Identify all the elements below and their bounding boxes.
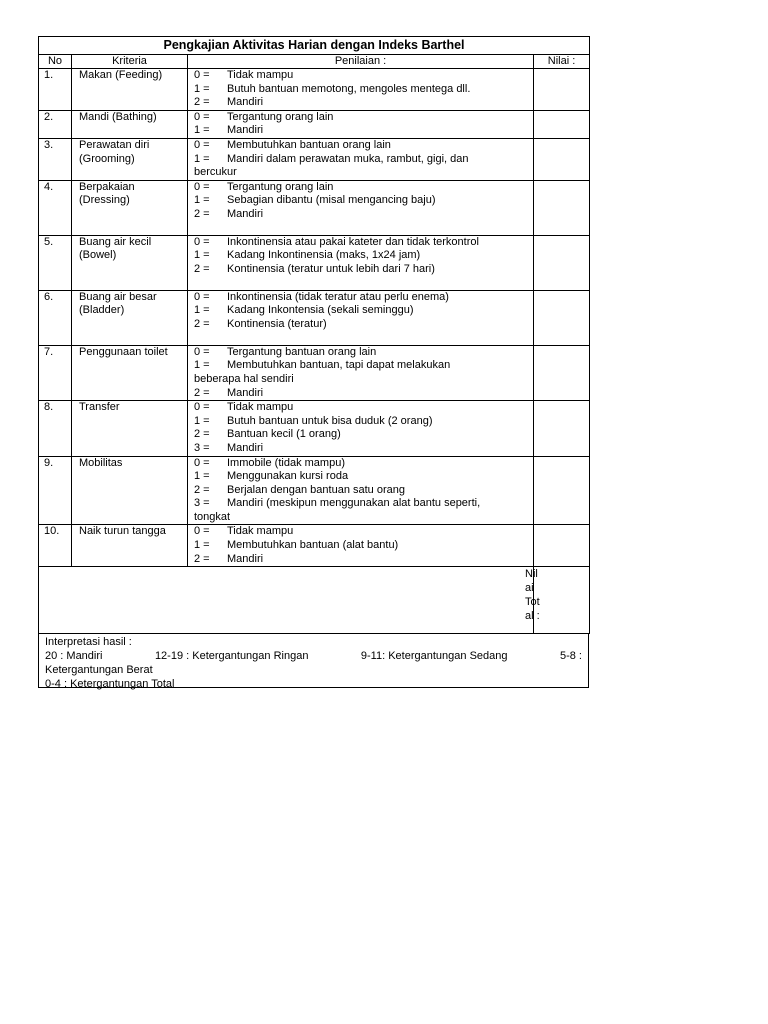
row-score-input[interactable] xyxy=(534,180,590,235)
score-option xyxy=(194,208,533,222)
score-description: Tergantung orang lain xyxy=(227,180,334,193)
score-description: Mandiri xyxy=(227,96,264,109)
score-value: 2 = xyxy=(194,428,210,441)
interp-item: 5-8 : xyxy=(559,650,582,663)
score-description: Membutuhkan bantuan (alat bantu) xyxy=(227,539,399,552)
form-title: Pengkajian Aktivitas Harian dengan Indeks Barthel xyxy=(39,37,590,55)
barthel-table xyxy=(38,36,590,634)
total-value-cell[interactable] xyxy=(525,567,590,634)
score-option xyxy=(194,318,533,332)
row-score-input[interactable] xyxy=(534,110,590,138)
score-option xyxy=(194,69,533,83)
score-value: 2 = xyxy=(194,96,210,109)
score-value: 0 = xyxy=(194,110,210,123)
criteria-row xyxy=(39,180,590,235)
criteria-row xyxy=(39,456,590,525)
row-criteria: Makan (Feeding) xyxy=(72,69,188,111)
score-value: 2 = xyxy=(194,262,210,275)
score-description: Kadang Inkontensia (sekali seminggu) xyxy=(227,304,414,317)
score-description: Tidak mampu xyxy=(227,401,294,414)
score-value: 2 = xyxy=(194,552,210,565)
score-option xyxy=(194,181,533,195)
row-number: 3. xyxy=(39,138,72,180)
row-score-input[interactable] xyxy=(534,345,590,400)
score-option xyxy=(194,346,533,360)
score-value: 0 = xyxy=(194,456,210,469)
score-value: 0 = xyxy=(194,69,210,81)
score-option xyxy=(194,553,533,567)
score-option xyxy=(194,96,533,110)
row-score-input[interactable] xyxy=(534,138,590,180)
score-description: Kontinensia (teratur) xyxy=(227,317,327,330)
row-number: 9. xyxy=(39,456,72,525)
score-description: Menggunakan kursi roda xyxy=(227,470,349,483)
score-description: Kontinensia (teratur untuk lebih dari 7 hari) xyxy=(227,262,435,275)
criteria-row xyxy=(39,138,590,180)
interpretation-heading: Interpretasi hasil : xyxy=(45,636,132,649)
score-value: 1 = xyxy=(194,249,210,262)
interp-line3: 0-4 : Ketergantungan Total xyxy=(45,678,175,691)
score-value: 1 = xyxy=(194,359,210,372)
row-assessment xyxy=(188,401,534,456)
row-criteria: Transfer xyxy=(72,401,188,456)
score-description: Tergantung orang lain xyxy=(227,110,334,123)
score-description-continued: bercukur xyxy=(194,166,237,179)
row-criteria: Buang air besar (Bladder) xyxy=(72,290,188,345)
score-option xyxy=(194,83,533,97)
score-option xyxy=(194,387,533,401)
row-score-input[interactable] xyxy=(534,69,590,111)
header-kriteria: Kriteria xyxy=(72,55,188,69)
row-assessment xyxy=(188,525,534,567)
row-number: 1. xyxy=(39,69,72,111)
score-value: 2 = xyxy=(194,483,210,496)
score-description: Mandiri dalam perawatan muka, rambut, gigi, dan xyxy=(227,152,469,165)
score-description: Mandiri xyxy=(227,124,264,137)
row-number: 6. xyxy=(39,290,72,345)
score-option xyxy=(194,111,533,125)
score-option xyxy=(194,194,533,208)
criteria-row xyxy=(39,401,590,456)
score-value: 1 = xyxy=(194,414,210,427)
interp-line2: Ketergantungan Berat xyxy=(45,664,153,677)
score-description: Butuh bantuan memotong, mengoles mentega dll. xyxy=(227,82,471,95)
criteria-row xyxy=(39,290,590,345)
score-description: Tergantung bantuan orang lain xyxy=(227,345,377,358)
score-option xyxy=(194,415,533,429)
score-option xyxy=(194,525,533,539)
row-score-input[interactable] xyxy=(534,235,590,290)
score-value: 1 = xyxy=(194,470,210,483)
score-option xyxy=(194,401,533,415)
total-label: Nilai Total : xyxy=(525,568,540,623)
row-criteria: Mandi (Bathing) xyxy=(72,110,188,138)
row-assessment xyxy=(188,456,534,525)
row-number: 2. xyxy=(39,110,72,138)
score-value: 1 = xyxy=(194,152,210,165)
score-value: 0 = xyxy=(194,345,210,358)
row-assessment xyxy=(188,69,534,111)
header-penilaian: Penilaian : xyxy=(188,55,534,69)
score-description: Bantuan kecil (1 orang) xyxy=(227,428,341,441)
criteria-row xyxy=(39,110,590,138)
score-value: 0 = xyxy=(194,290,210,303)
total-spacer xyxy=(39,567,534,634)
score-description: Mandiri xyxy=(227,441,264,454)
row-criteria: Berpakaian (Dressing) xyxy=(72,180,188,235)
score-option xyxy=(194,470,533,484)
score-description: Tidak mampu xyxy=(227,69,294,81)
score-option xyxy=(194,263,533,277)
row-criteria: Buang air kecil (Bowel) xyxy=(72,235,188,290)
score-value: 0 = xyxy=(194,180,210,193)
score-value: 1 = xyxy=(194,124,210,137)
score-value: 1 = xyxy=(194,304,210,317)
score-option xyxy=(194,153,533,167)
score-option xyxy=(194,124,533,138)
score-value: 1 = xyxy=(194,82,210,95)
row-assessment xyxy=(188,110,534,138)
score-description: Tidak mampu xyxy=(227,525,294,538)
score-value: 3 = xyxy=(194,441,210,454)
score-option xyxy=(194,484,533,498)
row-number: 5. xyxy=(39,235,72,290)
score-value: 1 = xyxy=(194,539,210,552)
row-number: 4. xyxy=(39,180,72,235)
score-description: Inkontinensia atau pakai kateter dan tidak terkontrol xyxy=(227,235,479,248)
score-value: 1 = xyxy=(194,194,210,207)
criteria-row xyxy=(39,525,590,567)
score-option xyxy=(194,497,533,511)
interpretation xyxy=(38,634,589,691)
row-assessment xyxy=(188,235,534,290)
score-description: Mandiri (meskipun menggunakan alat bantu seperti, xyxy=(227,497,481,510)
score-description: Immobile (tidak mampu) xyxy=(227,456,345,469)
score-option xyxy=(194,304,533,318)
score-option xyxy=(194,359,533,373)
header-no: No xyxy=(39,55,72,69)
score-description: Butuh bantuan untuk bisa duduk (2 orang) xyxy=(227,414,433,427)
row-number: 7. xyxy=(39,345,72,400)
score-value: 0 = xyxy=(194,525,210,538)
row-score-input[interactable] xyxy=(534,290,590,345)
interp-item: 9-11: Ketergantungan Sedang xyxy=(360,650,508,663)
score-description: Membutuhkan bantuan orang lain xyxy=(227,138,391,151)
row-criteria: Perawatan diri (Grooming) xyxy=(72,138,188,180)
score-description-continued: tongkat xyxy=(194,510,231,523)
score-option xyxy=(194,539,533,553)
score-option xyxy=(194,442,533,456)
interp-item: 20 : Mandiri xyxy=(45,650,103,663)
interpretation-scale xyxy=(45,649,582,663)
criteria-row xyxy=(39,345,590,400)
score-description: Mandiri xyxy=(227,552,264,565)
score-description-continued: beberapa hal sendiri xyxy=(194,372,294,385)
score-option xyxy=(194,236,533,250)
score-description: Kadang Inkontinensia (maks, 1x24 jam) xyxy=(227,249,421,262)
score-value: 2 = xyxy=(194,386,210,399)
row-number: 8. xyxy=(39,401,72,456)
score-option xyxy=(194,139,533,153)
row-criteria: Mobilitas xyxy=(72,456,188,525)
score-option xyxy=(194,428,533,442)
row-score-input[interactable] xyxy=(534,456,590,525)
score-description: Membutuhkan bantuan, tapi dapat melakukan xyxy=(227,359,451,372)
row-assessment xyxy=(188,345,534,400)
row-score-input[interactable] xyxy=(534,401,590,456)
score-description: Berjalan dengan bantuan satu orang xyxy=(227,483,405,496)
score-description: Mandiri xyxy=(227,386,264,399)
score-description: Inkontinensia (tidak teratur atau perlu enema) xyxy=(227,290,449,303)
score-value: 3 = xyxy=(194,497,210,510)
header-nilai: Nilai : xyxy=(534,55,590,69)
score-value: 0 = xyxy=(194,138,210,151)
score-value: 0 = xyxy=(194,401,210,414)
row-assessment xyxy=(188,138,534,180)
score-option xyxy=(194,249,533,263)
row-score-input[interactable] xyxy=(534,525,590,567)
row-assessment xyxy=(188,180,534,235)
row-criteria: Naik turun tangga xyxy=(72,525,188,567)
score-description: Mandiri xyxy=(227,207,264,220)
row-criteria: Penggunaan toilet xyxy=(72,345,188,400)
row-number: 10. xyxy=(39,525,72,567)
row-assessment xyxy=(188,290,534,345)
score-option xyxy=(194,457,533,471)
score-value: 2 = xyxy=(194,207,210,220)
barthel-form xyxy=(38,36,589,691)
criteria-row xyxy=(39,235,590,290)
score-value: 2 = xyxy=(194,317,210,330)
score-option xyxy=(194,291,533,305)
criteria-row xyxy=(39,69,590,111)
interp-item: 12-19 : Ketergantungan Ringan xyxy=(154,650,309,663)
score-value: 0 = xyxy=(194,235,210,248)
score-description: Sebagian dibantu (misal mengancing baju) xyxy=(227,194,436,207)
